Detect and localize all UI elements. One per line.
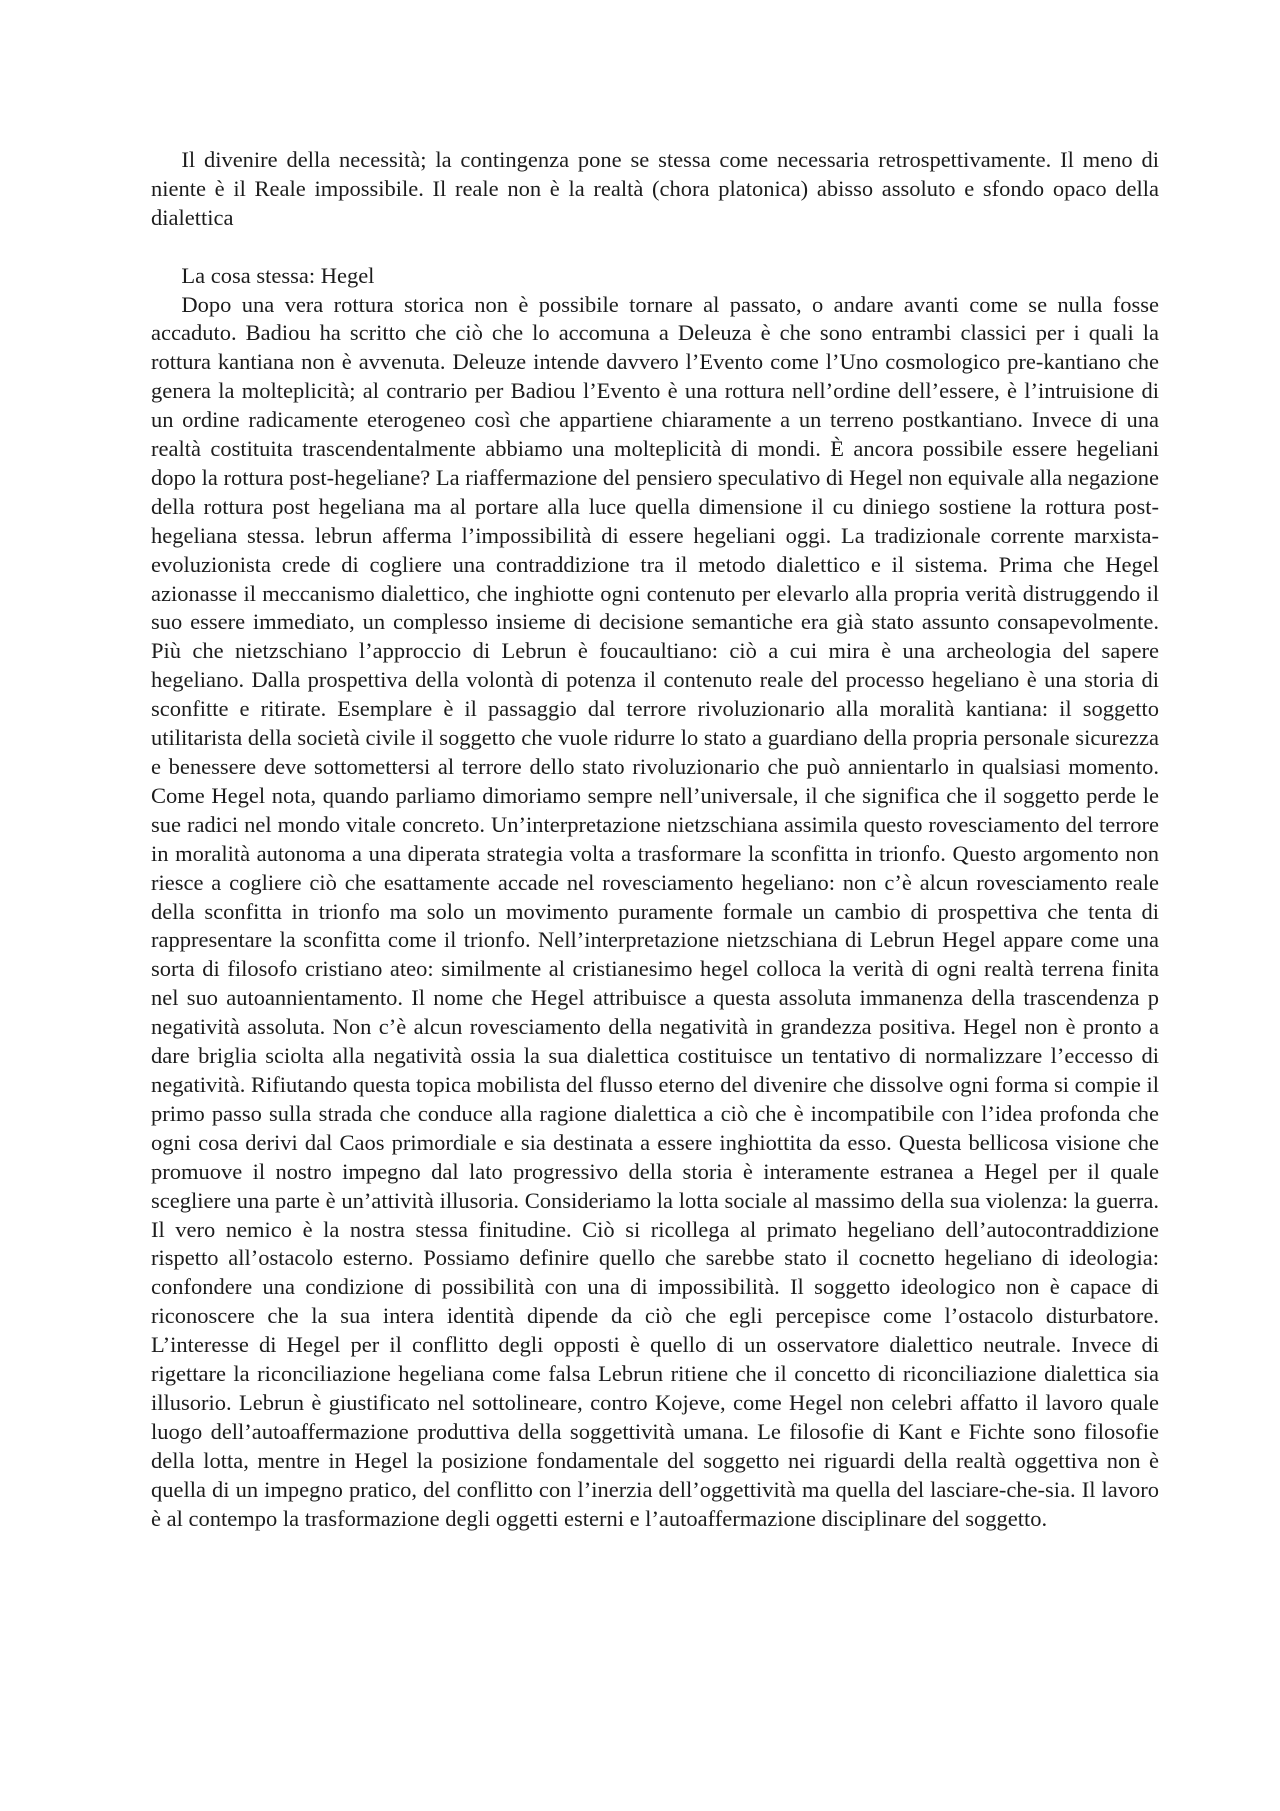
intro-paragraph: Il divenire della necessità; la contingenza pone se stessa come necessaria retrospettivamente. Il meno di niente è il Reale impossibile. Il reale non è la realtà (chora platonica) abisso assoluto e sfondo opaco della dialettica bbox=[151, 147, 1159, 230]
document-body bbox=[151, 146, 1159, 1533]
section-heading: La cosa stessa: Hegel bbox=[181, 262, 375, 288]
main-paragraph: Dopo una vera rottura storica non è possibile tornare al passato, o andare avanti come se nulla fosse accaduto. Badiou ha scritto che ciò che lo accomuna a Deleuza è che sono entrambi classici per i quali la rottura kantiana non è avvenuta. Deleuze intende davvero l’Evento come l’Uno cosmologico pre-kantiano che genera la molteplicità; al contrario per Badiou l’Evento è una rottura nell’ordine dell’essere, è l’intruisione di un ordine radicamente eterogeneo così che appartiene chiaramente a un terreno postkantiano. Invece di una realtà costituita trascendentalmente abbiamo una molteplicità di mondi. È ancora possibile essere hegeliani dopo la rottura post-hegeliane? La riaffermazione del pensiero speculativo di Hegel non equivale alla negazione della rottura post hegeliana ma al portare alla luce quella dimensione il cu diniego sostiene la rottura post-hegeliana stessa. lebrun afferma l’impossibilità di essere hegeliani oggi. La tradizionale corrente marxista-evoluzionista crede di cogliere una contraddizione tra il metodo dialettico e il sistema. Prima che Hegel azionasse il meccanismo dialettico, che inghiotte ogni contenuto per elevarlo alla propria verità distruggendo il suo essere immediato, un complesso insieme di decisione semantiche era già stato assunto consapevolmente. Più che nietzschiano l’approccio di Lebrun è foucaultiano: ciò a cui mira è una archeologia del sapere hegeliano. Dalla prospettiva della volontà di potenza il contenuto reale del processo hegeliano è una storia di sconfitte e ritirate. Esemplare è il passaggio dal terrore rivoluzionario alla moralità kantiana: il soggetto utilitarista della società civile il soggetto che vuole ridurre lo stato a guardiano della propria personale sicurezza e benessere deve sottomettersi al terrore dello stato rivoluzionario che può annientarlo in qualsiasi momento. Come Hegel nota, quando parliamo dimoriamo sempre nell’universale, il che significa che il soggetto perde le sue radici nel mondo vitale concreto. Un’interpretazione nietzschiana assimila questo rovesciamento del terrore in moralità autonoma a una diperata strategia volta a trasformare la sconfitta in trionfo. Questo argomento non riesce a cogliere ciò che esattamente accade nel rovesciamento hegeliano: non c’è alcun rovesciamento reale della sconfitta in trionfo ma solo un movimento puramente formale un cambio di prospettiva che tenta di rappresentare la sconfitta come il trionfo. Nell’interpretazione nietzschiana di Lebrun Hegel appare come una sorta di filosofo cristiano ateo: similmente al cristianesimo hegel colloca la verità di ogni realtà terrena finita nel suo autoannientamento. Il nome che Hegel attribuisce a questa assoluta immanenza della trascendenza p negatività assoluta. Non c’è alcun rovesciamento della negatività in grandezza positiva. Hegel non è pronto a dare briglia sciolta alla negatività ossia la sua dialettica costituisce un tentativo di normalizzare l’eccesso di negatività. Rifiutando questa topica mobilista del flusso eterno del divenire che dissolve ogni forma si compie il primo passo sulla strada che conduce alla ragione dialettica a ciò che è incompatibile con l’idea profonda che ogni cosa derivi dal Caos primordiale e sia destinata a essere inghiottita da esso. Questa bellicosa visione che promuove il nostro impegno dal lato progressivo della storia è interamente estranea a Hegel per il quale scegliere una parte è un’attività illusoria. Consideriamo la lotta sociale al massimo della sua violenza: la guerra. Il vero nemico è la nostra stessa finitudine. Ciò si ricollega al primato hegeliano dell’autocontraddizione rispetto all’ostacolo esterno. Possiamo definire quello che sarebbe stato il cocnetto hegeliano di ideologia: confondere una condizione di possibilità con una di impossibilità. Il soggetto ideologico non è capace di riconoscere che la sua intera identità dipende da ciò che egli percepisce come l’ostacolo disturbatore. L’interesse di Hegel per il conflitto degli opposti è quello di un osservatore dialettico neutrale. Invece di rigettare la riconciliazione hegeliana come falsa Lebrun ritiene che il concetto di riconciliazione dialettica sia illusorio. Lebrun è giustificato nel sottolineare, contro Kojeve, come Hegel non celebri affatto il lavoro quale luogo dell’autoaffermazione produttiva della soggettività umana. Le filosofie di Kant e Fichte sono filosofie della lotta, mentre in Hegel la posizione fondamentale del soggetto nei riguardi della realtà oggettiva non è quella di un impegno pratico, del conflitto con l’inerzia dell’oggettività ma quella del lasciare-che-sia. Il lavoro è al contempo la trasformazione degli oggetti esterni e l’autoaffermazione disciplinare del soggetto. bbox=[151, 291, 1159, 1531]
